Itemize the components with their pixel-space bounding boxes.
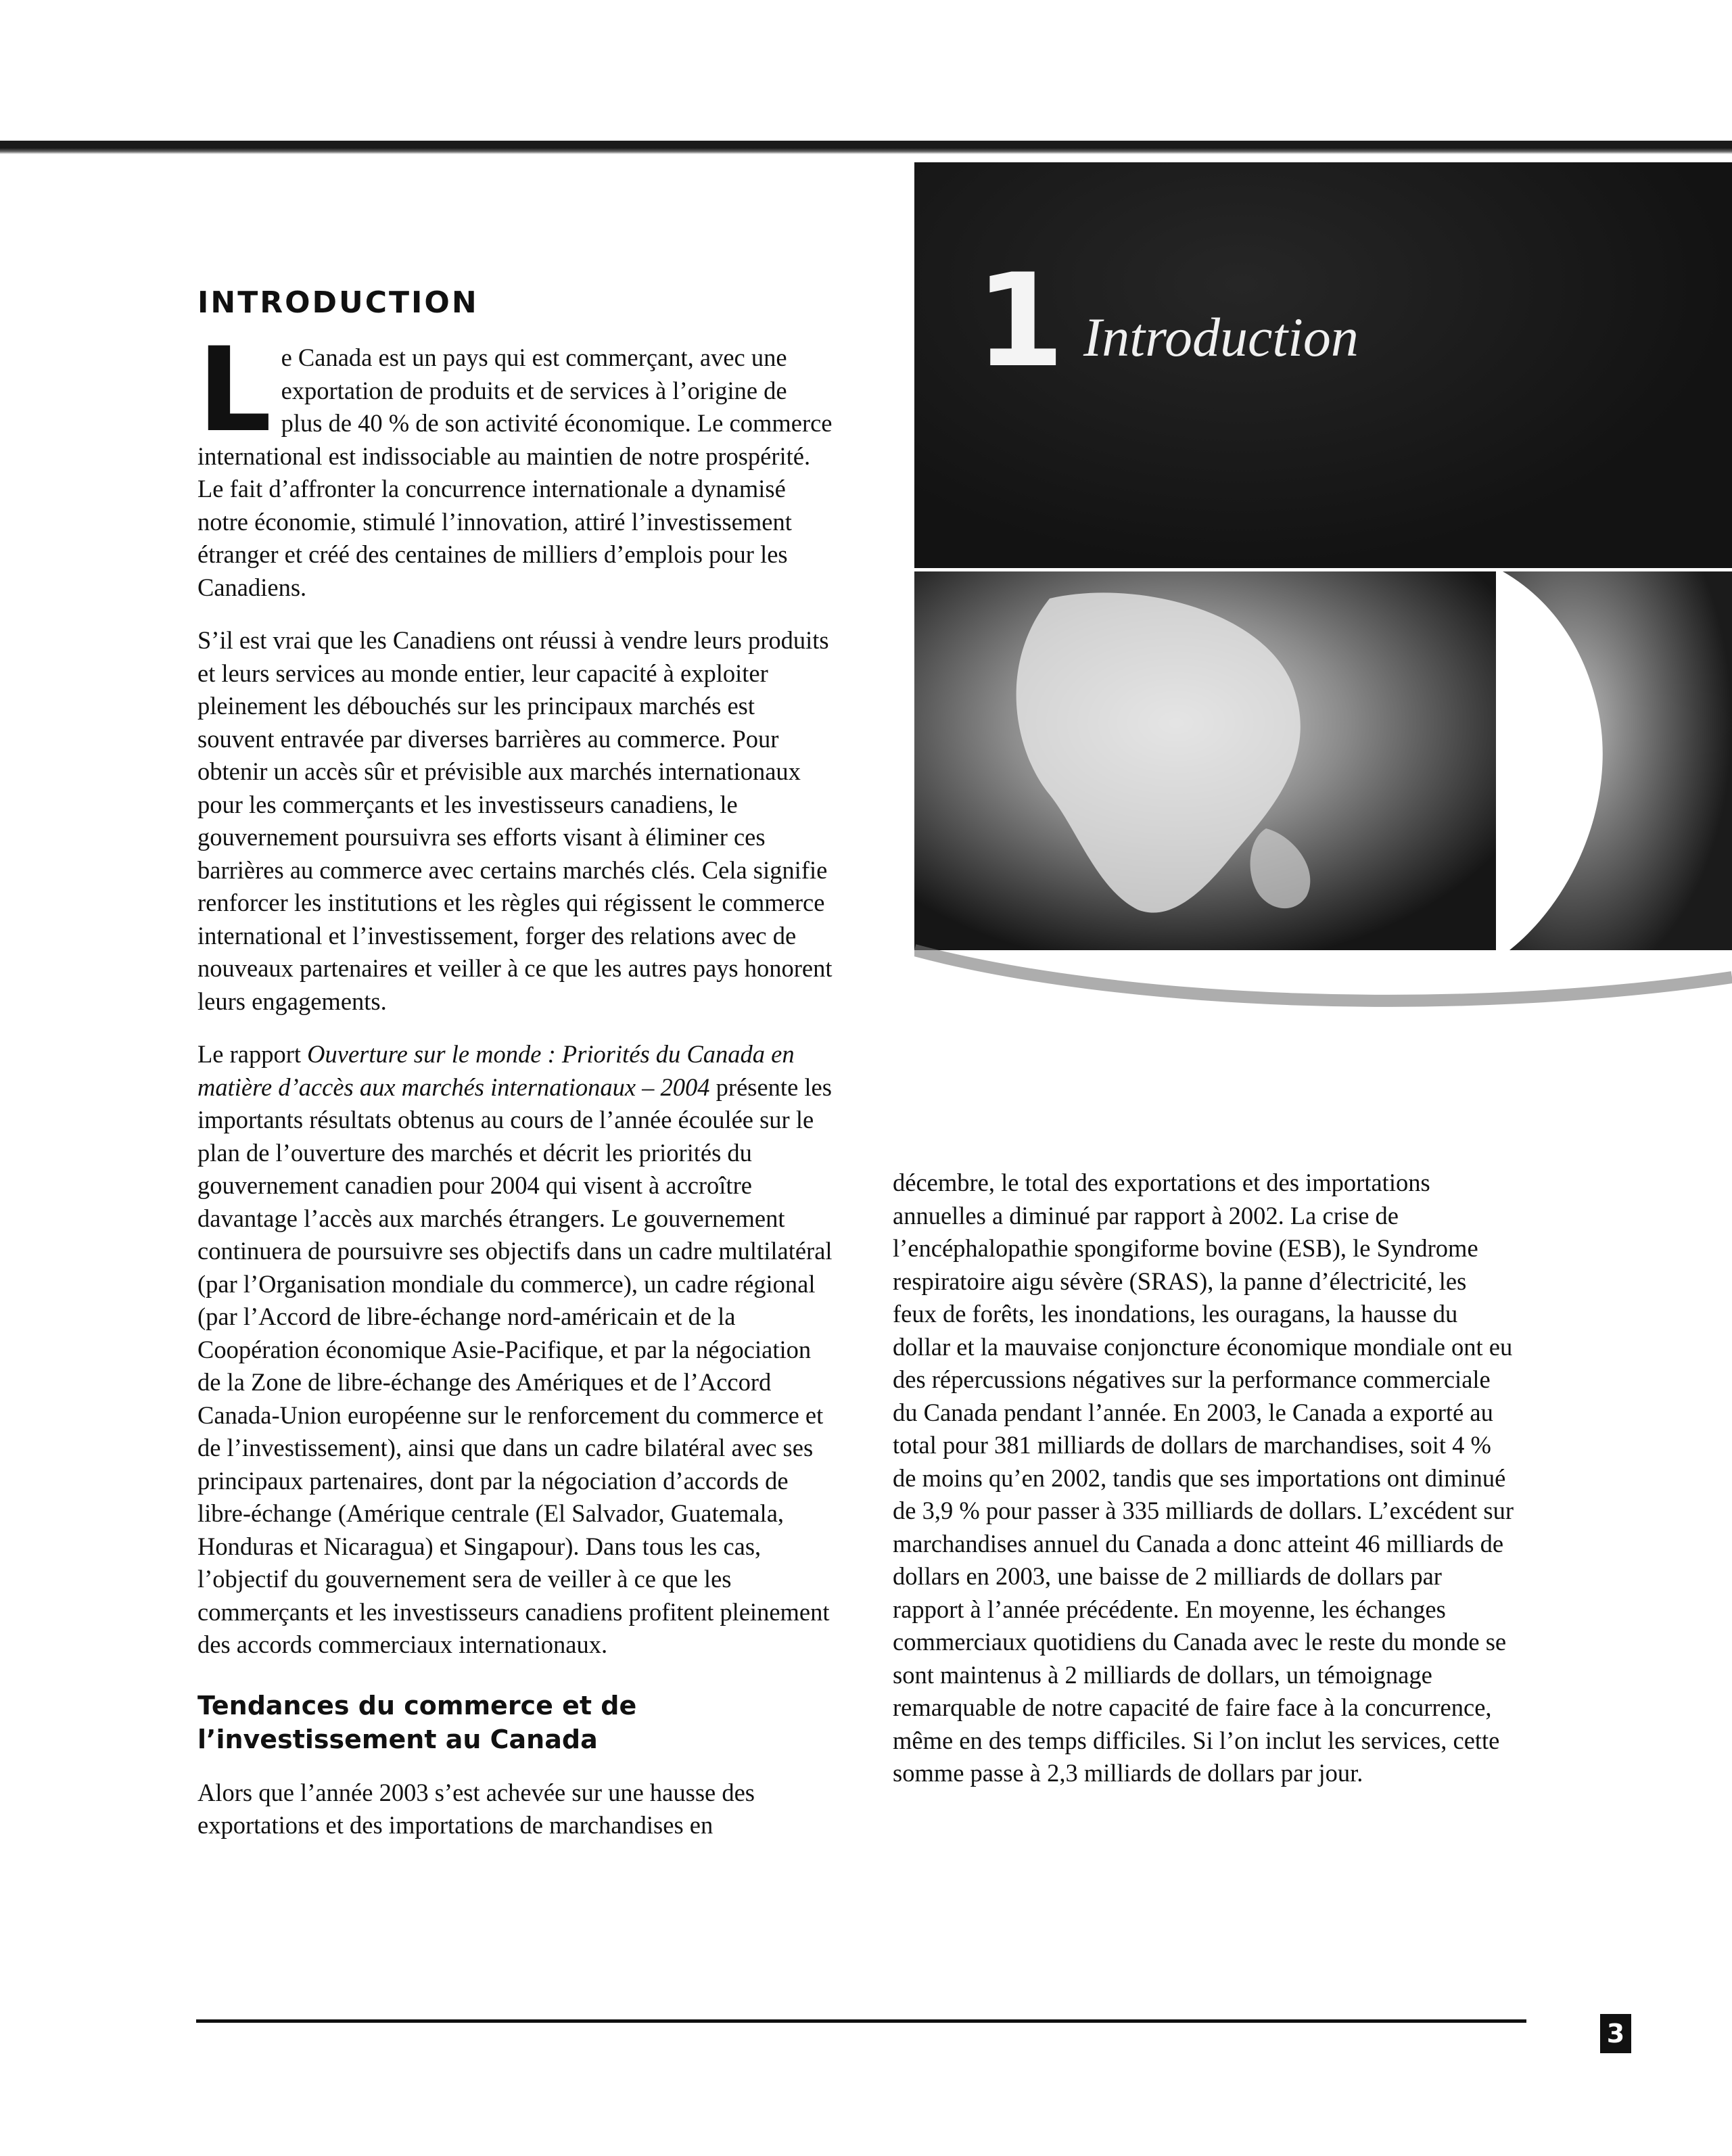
paragraph-intro (197, 322, 833, 604)
paragraph-trends-start: Alors que l’année 2003 s’est achevée sur une hausse des exportations et des importations de marchandises en (197, 1778, 755, 1839)
report-title: Ouverture sur le monde : Priorités du Canada en matière d’accès aux marchés internationaux – 2004 (197, 1040, 795, 1101)
report-lead: Le rapport (197, 1040, 308, 1068)
globe-illustration (914, 571, 1732, 1058)
section-heading: INTRODUCTION (197, 285, 479, 320)
top-rule (0, 141, 1732, 154)
right-column (893, 1167, 1515, 1810)
drop-cap: L (197, 322, 272, 458)
chapter-number: 1 (975, 246, 1065, 396)
subsection-heading: Tendances du commerce et de l’investissement au Canada (197, 1690, 637, 1754)
report-body: présente les importants résultats obtenus au cours de l’année écoulée sur le plan de l’ouverture des marchés et décrit les priorités du gouvernement canadien pour 2004 qui visent à accroître davantage l’accès aux marchés étrangers. Le gouvernement continuera de poursuivre ses objectifs dans un cadre multilatéral (par l’Organisation mondiale du commerce), un cadre régional (par l’Accord de libre-échange nord-américain et de la Coopération économique Asie-Pacifique, et par la négociation de la Zone de libre-échange des Amériques et de l’Accord Canada-Union européenne sur le renforcement du commerce et de l’investissement), ainsi que dans un cadre bilatéral avec ses principaux partenaires, dont par la négociation d’accords de libre-échange (Amérique centrale (El Salvador, Guatemala, Honduras et Nicaragua) et Singapour). Dans tous les cas, l’objectif du gouvernement sera de veiller à ce que les commerçants et les investisseurs canadiens profitent pleinement des accords commerciaux internationaux. (197, 1073, 833, 1658)
chapter-banner (914, 162, 1732, 568)
left-column (197, 271, 833, 1862)
page-number: 3 (1600, 2014, 1631, 2053)
paragraph-report (197, 1038, 833, 1662)
chapter-title: Introduction (1083, 306, 1359, 368)
paragraph-intro-text: e Canada est un pays qui est commerçant, avec une exportation de produits et de services à l’origine de plus de 40 % de son activité économique. Le commerce international est indissociable au maintien de notre prospérité. Le fait d’affronter la concurrence internationale a dynamisé notre économie, stimulé l’innovation, attiré l’investissement étranger et créé des centaines de milliers d’emplois pour les Canadiens. (197, 344, 833, 601)
paragraph-barriers: S’il est vrai que les Canadiens ont réussi à vendre leurs produits et leurs services au monde entier, leur capacité à exploiter pleinement les débouchés sur les principaux marchés est souvent entravée par diverses barrières au commerce. Pour obtenir un accès sûr et prévisible aux marchés internationaux pour les commerçants et les investisseurs canadiens, le gouvernement poursuivra ses efforts visant à éliminer ces barrières au commerce avec certains marchés clés. Cela signifie renforcer les institutions et les règles qui régissent le commerce international et l’investissement, forger des relations avec de nouveaux partenaires et veiller à ce que les autres pays honorent leurs engagements. (197, 626, 833, 1015)
footer-rule (196, 2019, 1526, 2023)
paragraph-trends-continued: décembre, le total des exportations et des importations annuelles a diminué par rapport à 2002. La crise de l’encéphalopathie spongiforme bovine (ESB), le Syndrome respiratoire aigu sévère (SRAS), la panne d’électricité, les feux de forêts, les inondations, les ouragans, la hausse du dollar et la mauvaise conjoncture économique mondiale ont eu des répercussions négatives sur la performance commerciale du Canada pendant l’année. En 2003, le Canada a exporté au total pour 381 milliards de dollars de marchandises, soit 4 % de moins qu’en 2002, tandis que ses importations ont diminué de 3,9 % pour passer à 335 milliards de dollars. L’excédent sur marchandises annuel du Canada a donc atteint 46 milliards de dollars en 2003, une baisse de 2 milliards de dollars par rapport à l’année précédente. En moyenne, les échanges commerciaux quotidiens du Canada avec le reste du monde se sont maintenus à 2 milliards de dollars, un témoignage remarquable de notre capacité de faire face à la concurrence, même en des temps difficiles. Si l’on inclut les services, cette somme passe à 2,3 milliards de dollars par jour. (893, 1169, 1514, 1787)
